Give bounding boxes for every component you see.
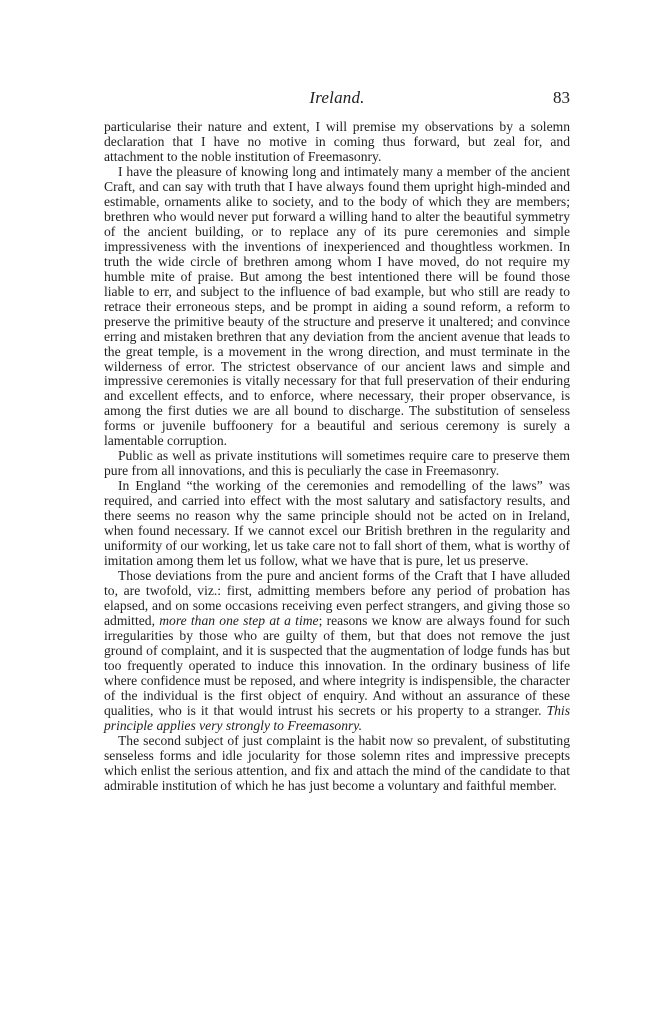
paragraph-6 (104, 734, 570, 794)
paragraph-text: particularise their nature and extent, I will premise my observations by a solemn declaration that I have no motive in coming thus forward, but zeal for, and attachment to the noble institution of Freemasonry. (104, 119, 570, 164)
paragraph-text: In England “the working of the ceremonies and remodelling of the laws” was required, and carried into effect with the most salutary and satisfactory results, and there seems no reason why the same principle should not be acted on in Ireland, when found necessary. If we cannot excel our British brethren in the regularity and uniformity of our working, let us take care not to fall short of them, what is worthy of imitation among them let us follow, what we have that is pure, let us preserve. (104, 478, 570, 569)
running-head (104, 88, 570, 112)
running-title: Ireland. (309, 88, 365, 107)
italic-emphasis: more than one step at a time (159, 612, 319, 628)
paragraph-text: Those deviations from the pure and ancient forms of the Craft that I have alluded to, are twofold, viz.: first, admitting members before any period of probation has elapsed, and on some occasions receiving even perfect strangers, and giving those so admitted, (104, 568, 570, 628)
paragraph-text: Public as well as private institutions will sometimes require care to preserve them pure from all innovations, and this is peculiarly the case in Freemasonry. (104, 448, 570, 479)
paragraph-2 (104, 165, 570, 449)
paragraph-text: The second subject of just complaint is the habit now so prevalent, of substituting senseless forms and idle jocularity for those solemn rites and impressive precepts which enlist the serious attention, and fix and attach the mind of the candidate to that admirable institution of which he has just become a voluntary and faithful member. (104, 732, 570, 793)
paragraph-4 (104, 479, 570, 569)
paragraph-3 (104, 449, 570, 479)
paragraph-text: ; reasons we know are always found for such irregularities by those who are guilty of them, but that does not remove the just ground of complaint, and it is suspected that the augmentation of lodge funds has but too frequently operated to induce this innovation. In the ordinary business of life where confidence must be reposed, and where integrity is indispensible, the character of the individual is the first object of enquiry. And without an assurance of these qualities, who is it that would intrust his secrets or his property to a stranger. (104, 612, 570, 718)
body-text (104, 120, 570, 794)
paragraph-5 (104, 569, 570, 734)
page-number: 83 (553, 88, 570, 107)
paragraph-1 (104, 120, 570, 165)
italic-emphasis: This principle applies very strongly to Freemasonry. (104, 702, 570, 733)
paragraph-text: I have the pleasure of knowing long and intimately many a member of the ancient Craft, and can say with truth that I have always found them upright high-minded and estimable, ornaments alike to society, and to the body of which they are members; brethren who would never put forward a willing hand to alter the beautiful symmetry of the ancient building, or to replace any of its pure ceremonies and simple impressiveness with the inventions of inexperienced and thoughtless workmen. In truth the wide circle of brethren among whom I have moved, do not require my humble mite of praise. But among the best intentioned there will be found those liable to err, and subject to the influence of bad example, but who still are ready to retrace their erroneous steps, and be prompt in aiding a sound reform, a reform to preserve the primitive beauty of the structure and preserve it unaltered; and convince erring and mistaken brethren that any deviation from the ancient avenue that leads to the great temple, is a movement in the wrong direction, and must terminate in the wilderness of error. The strictest observance of our ancient laws and simple and impressive ceremonies is vitally necessary for that full preservation of their enduring and excellent effects, and to enforce, where necessary, their proper observance, is among the first duties we are all bound to discharge. The substitution of senseless forms or juvenile buffoonery for a beautiful and serious ceremony is surely a lamentable corruption. (104, 163, 570, 449)
